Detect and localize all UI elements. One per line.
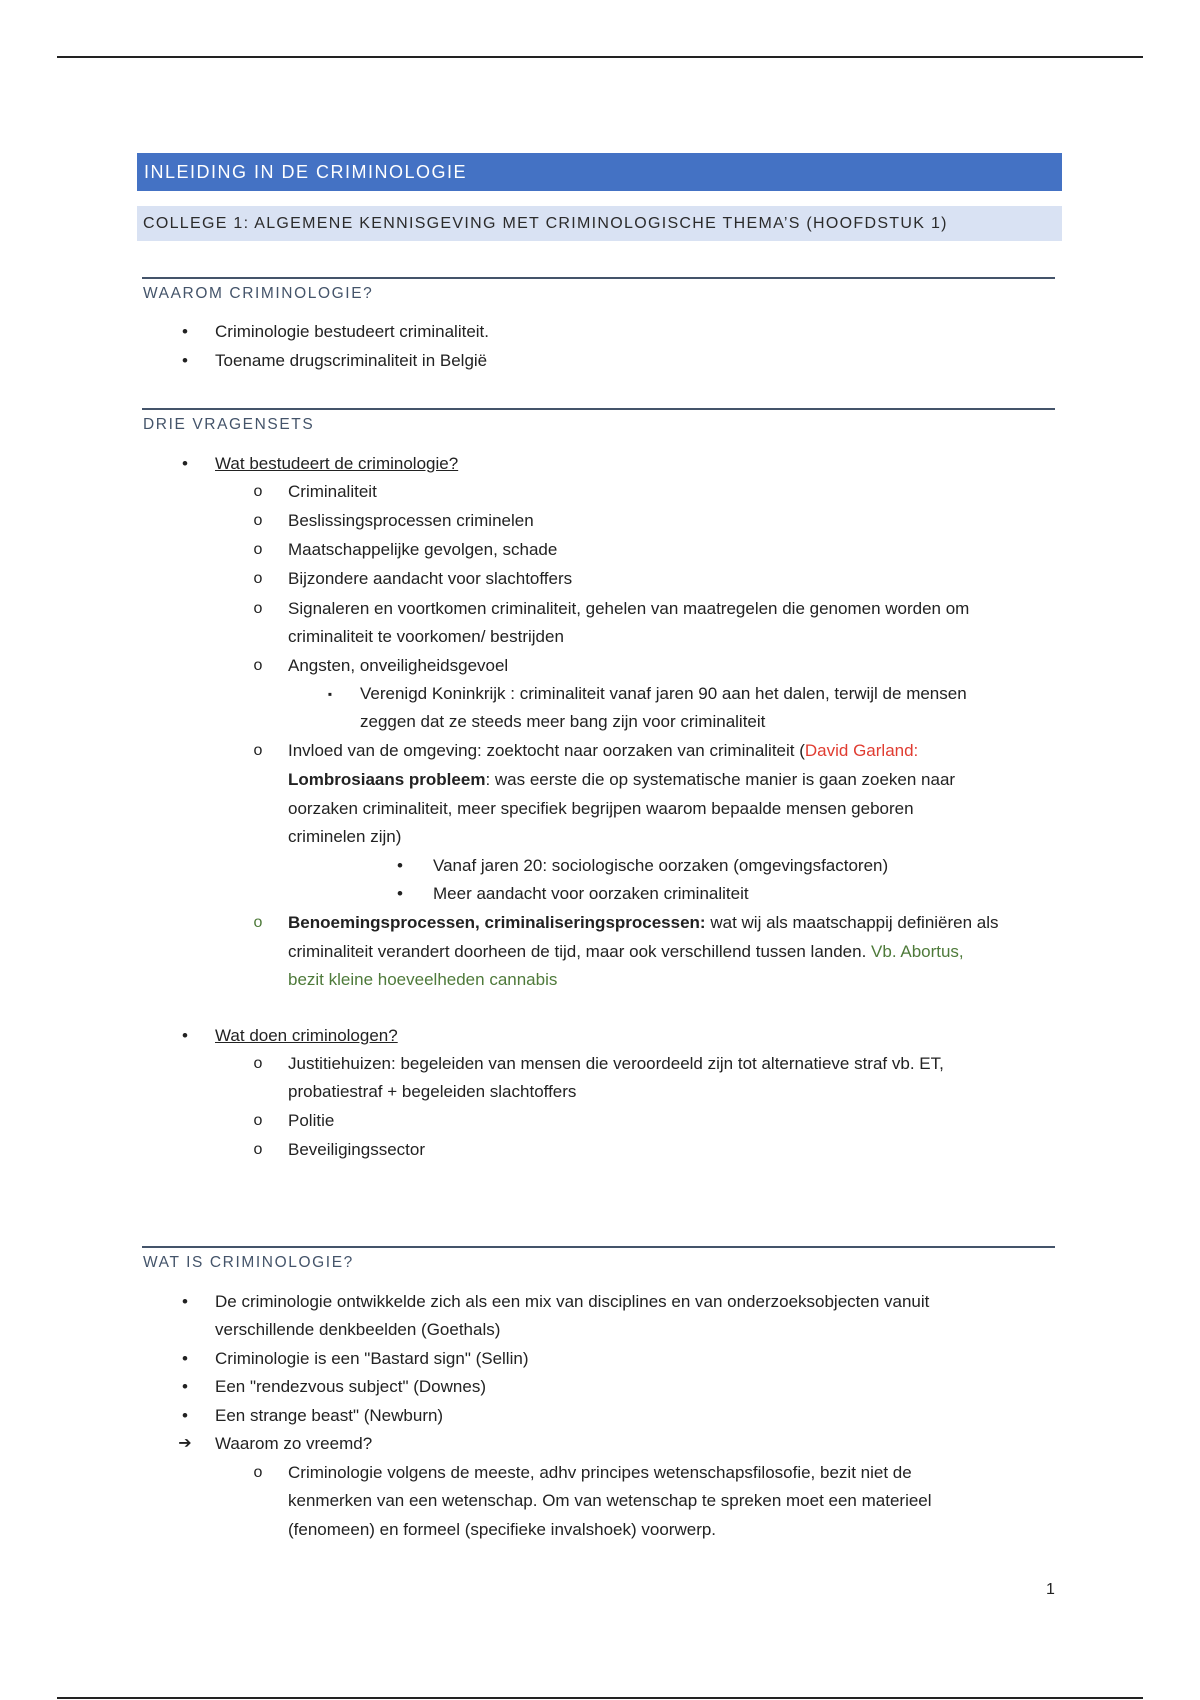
question-2: Wat doen criminologen? <box>215 1026 398 1045</box>
list-item: Criminaliteit <box>288 482 377 501</box>
list-item-continued <box>288 766 955 794</box>
list-item: Een "rendezvous subject" (Downes) <box>215 1377 486 1396</box>
list-item: Criminologie is een "Bastard sign" (Sellin) <box>215 1349 529 1368</box>
list-item-continued: verschillende denkbeelden (Goethals) <box>215 1320 501 1339</box>
section-rule <box>142 277 1055 279</box>
section-heading-drie: DRIE VRAGENSETS <box>143 416 315 433</box>
circle-marker: o <box>253 742 263 759</box>
list-item-continued <box>288 938 964 966</box>
list-item: Beslissingsprocessen criminelen <box>288 511 534 530</box>
list-item: Criminologie volgens de meeste, adhv principes wetenschapsfilosofie, bezit niet de <box>288 1463 912 1482</box>
list-item: Een strange beast" (Newburn) <box>215 1406 444 1425</box>
bullet-marker: • <box>182 1349 188 1368</box>
circle-marker: o <box>253 600 263 617</box>
sub-list-item-continued: zeggen dat ze steeds meer bang zijn voor criminaliteit <box>360 712 766 731</box>
list-item-continued: criminaliteit te voorkomen/ bestrijden <box>288 627 564 646</box>
bold-term: Benoemingsprocessen, criminaliseringsprocessen: <box>288 913 706 932</box>
bullet-marker: • <box>182 1292 188 1311</box>
list-item: Toename drugscriminaliteit in België <box>215 351 488 370</box>
list-item <box>288 737 918 765</box>
list-item: Angsten, onveiligheidsgevoel <box>288 656 509 675</box>
circle-marker: o <box>253 1141 263 1158</box>
document-subtitle: COLLEGE 1: ALGEMENE KENNISGEVING MET CRIMINOLOGISCHE THEMA’S (HOOFDSTUK 1) <box>137 206 1062 241</box>
list-item: De criminologie ontwikkelde zich als een mix van disciplines en van onderzoeksobjecten vanuit <box>215 1292 930 1311</box>
bullet-marker: • <box>182 322 188 341</box>
text-run: wat wij als maatschappij definiëren als <box>705 913 999 932</box>
text-run: criminaliteit verandert doorheen de tijd, maar ook verschillend tussen landen. <box>288 942 872 961</box>
circle-marker: o <box>253 1464 263 1481</box>
circle-marker: o <box>253 1112 263 1129</box>
list-item-continued: (fenomeen) en formeel (specifieke invalshoek) voorwerp. <box>288 1520 717 1539</box>
circle-marker: o <box>253 1055 263 1072</box>
bullet-marker: • <box>182 454 188 473</box>
example-text: bezit kleine hoeveelheden cannabis <box>288 970 558 989</box>
section-rule <box>142 408 1055 410</box>
square-marker: ▪ <box>327 687 333 701</box>
circle-marker: o <box>253 914 263 931</box>
sub-list-item: Vanaf jaren 20: sociologische oorzaken (omgevingsfactoren) <box>433 856 889 875</box>
text-run: Invloed van de omgeving: zoektocht naar oorzaken van criminaliteit ( <box>288 741 805 760</box>
sub-list-item: Meer aandacht voor oorzaken criminaliteit <box>433 884 749 903</box>
bullet-marker: • <box>182 1026 188 1045</box>
list-item: Maatschappelijke gevolgen, schade <box>288 540 558 559</box>
list-item-continued: criminelen zijn) <box>288 827 402 846</box>
example-text: Vb. Abortus, <box>871 942 964 961</box>
question-1: Wat bestudeert de criminologie? <box>215 454 459 473</box>
bold-term: Lombrosiaans probleem <box>288 770 486 789</box>
list-item: Waarom zo vreemd? <box>215 1434 373 1453</box>
list-item-continued: probatiestraf + begeleiden slachtoffers <box>288 1082 577 1101</box>
page-number: 1 <box>1046 1581 1055 1598</box>
list-item-continued: kenmerken van een wetenschap. Om van wetenschap te spreken moet een materieel <box>288 1491 932 1510</box>
bullet-marker: • <box>182 1377 188 1396</box>
section-heading-watis: WAT IS CRIMINOLOGIE? <box>143 1254 354 1271</box>
circle-marker: o <box>253 512 263 529</box>
circle-marker: o <box>253 483 263 500</box>
list-item <box>288 909 999 937</box>
list-item: Signaleren en voortkomen criminaliteit, gehelen van maatregelen die genomen worden om <box>288 599 970 618</box>
bullet-marker: • <box>182 351 188 370</box>
section-rule <box>142 1246 1055 1248</box>
list-item: Beveiligingssector <box>288 1140 426 1159</box>
circle-marker: o <box>253 657 263 674</box>
footer-rule <box>57 1697 1143 1699</box>
text-run: : was eerste die op systematische manier is gaan zoeken naar <box>485 770 956 789</box>
list-item: Justitiehuizen: begeleiden van mensen die veroordeeld zijn tot alternatieve straf vb. ET, <box>288 1054 944 1073</box>
author-reference: David Garland: <box>804 741 919 760</box>
list-item-continued: oorzaken criminaliteit, meer specifiek begrijpen waarom bepaalde mensen geboren <box>288 799 914 818</box>
bullet-marker: • <box>397 884 403 903</box>
bullet-marker: • <box>182 1406 188 1425</box>
section-heading-waarom: WAAROM CRIMINOLOGIE? <box>143 285 374 302</box>
document-title: INLEIDING IN DE CRIMINOLOGIE <box>137 153 1062 191</box>
circle-marker: o <box>253 541 263 558</box>
sub-list-item: Verenigd Koninkrijk : criminaliteit vanaf jaren 90 aan het dalen, terwijl de mensen <box>360 684 967 703</box>
list-item: Politie <box>288 1111 335 1130</box>
bullet-marker: • <box>397 856 403 875</box>
list-item: Bijzondere aandacht voor slachtoffers <box>288 569 573 588</box>
header-rule <box>57 56 1143 58</box>
list-item: Criminologie bestudeert criminaliteit. <box>215 322 490 341</box>
arrow-icon: ➔ <box>178 1435 192 1452</box>
circle-marker: o <box>253 570 263 587</box>
